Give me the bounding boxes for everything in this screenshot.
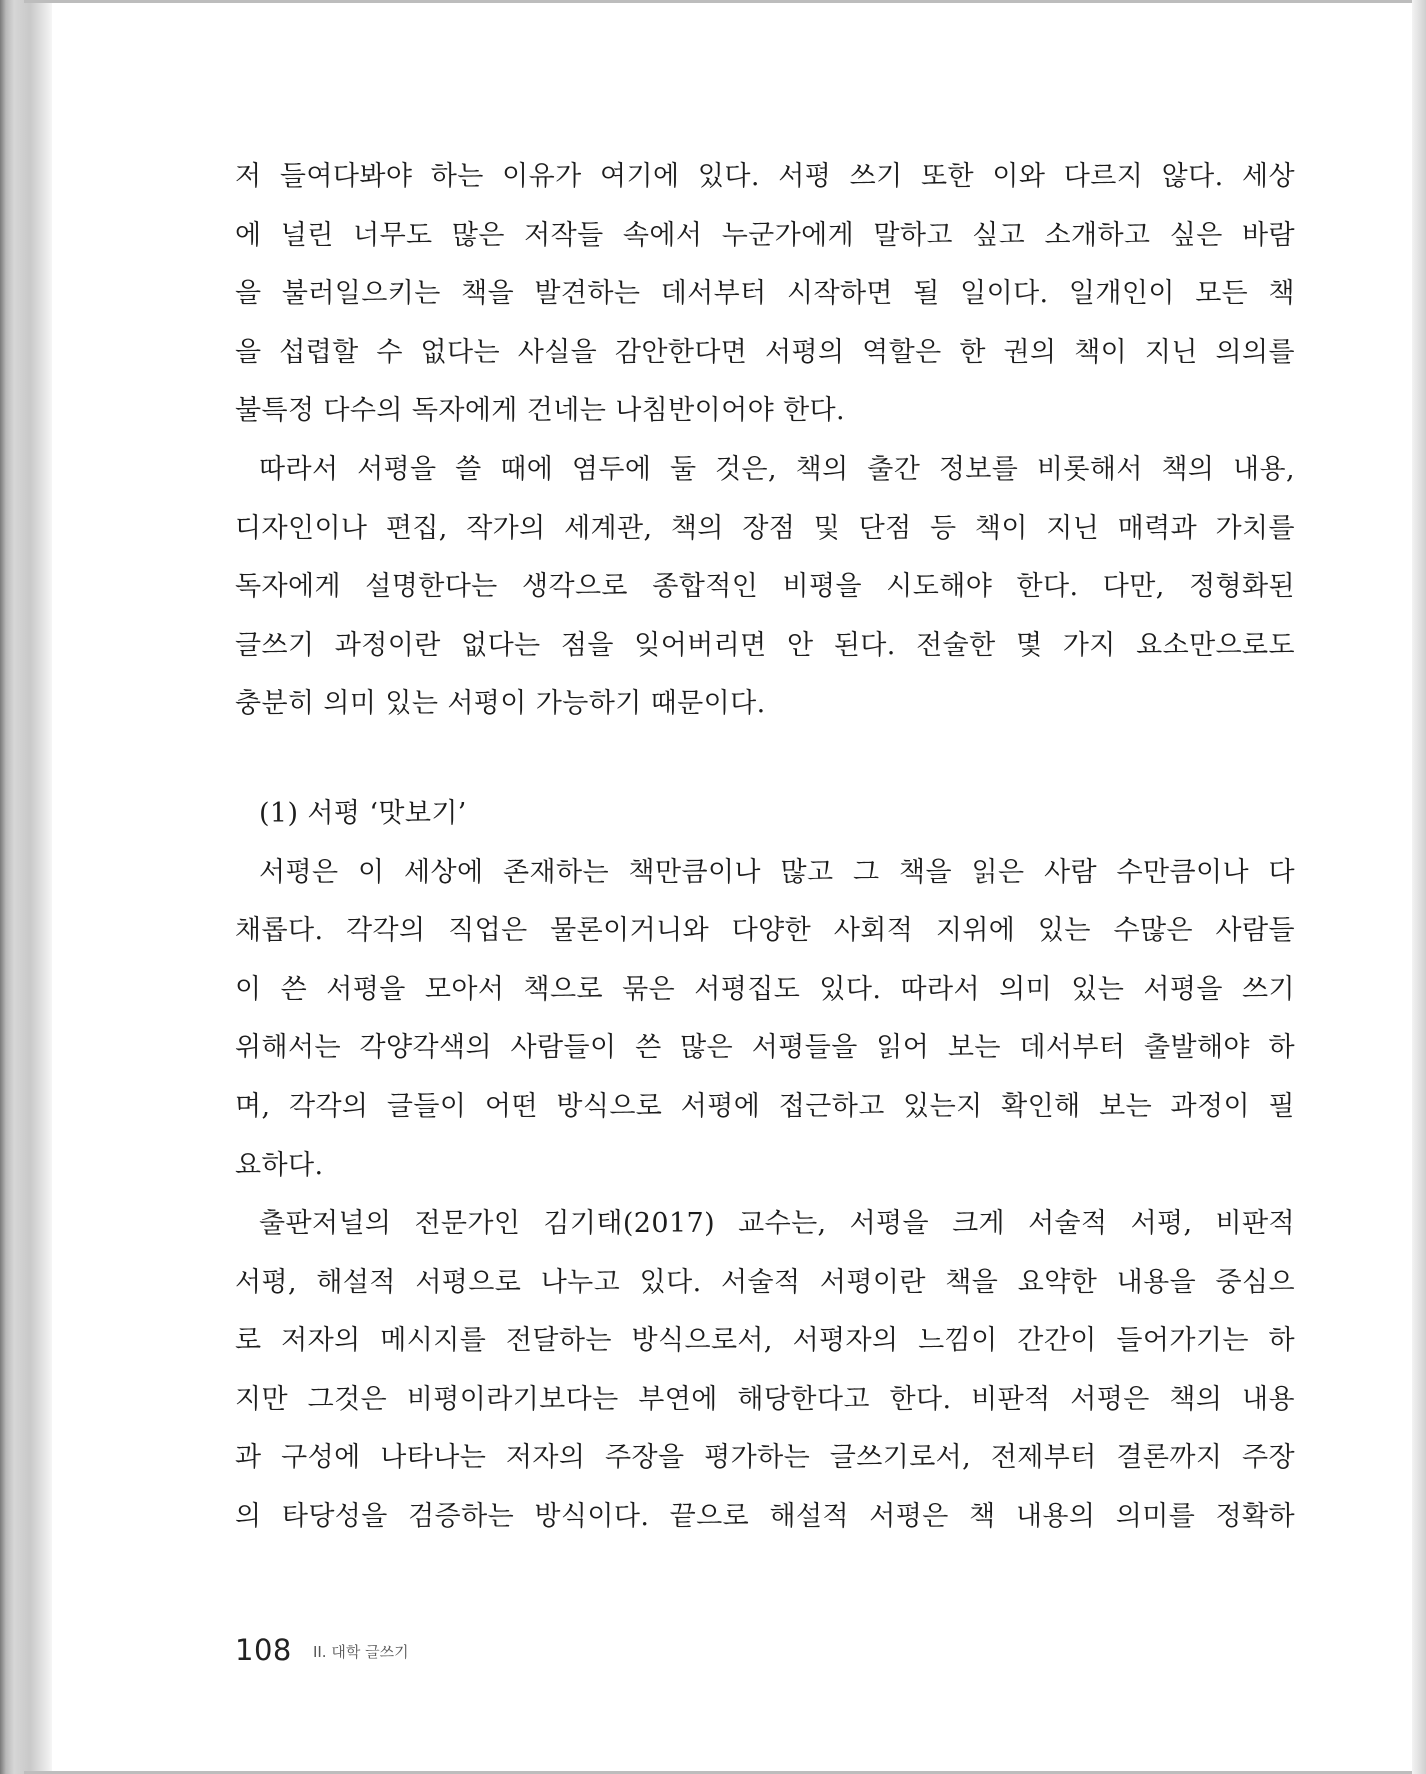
text-line: 로 저자의 메시지를 전달하는 방식으로서, 서평자의 느낌이 간간이 들어가기는 하: [235, 1325, 1295, 1357]
text-line: 서평, 해설적 서평으로 나누고 있다. 서술적 서평이란 책을 요약한 내용을 중심으: [235, 1266, 1295, 1298]
body-text: [235, 148, 1295, 1547]
text-line: 을 불러일으키는 책을 발견하는 데서부터 시작하면 될 일이다. 일개인이 모든 책: [235, 278, 1295, 310]
page: [52, 3, 1412, 1771]
page-number: 108: [235, 1633, 292, 1667]
paragraph-4: [235, 1195, 1295, 1547]
paragraph-1: [235, 148, 1295, 441]
text-line: 지만 그것은 비평이라기보다는 부연에 해당한다고 한다. 비판적 서평은 책의 내용: [235, 1383, 1295, 1415]
page-footer: [235, 1633, 409, 1667]
text-line: 요하다.: [235, 1149, 324, 1181]
text-line: 서평은 이 세상에 존재하는 책만큼이나 많고 그 책을 읽은 사람 수만큼이나 다: [259, 856, 1295, 888]
text-line: 과 구성에 나타나는 저자의 주장을 평가하는 글쓰기로서, 전제부터 결론까지 주장: [235, 1442, 1295, 1474]
text-line: 며, 각각의 글들이 어떤 방식으로 서평에 접근하고 있는지 확인해 보는 과정이 필: [235, 1090, 1295, 1122]
text-line: 디자인이나 편집, 작가의 세계관, 책의 장점 및 단점 등 책이 지닌 매력과 가치를: [235, 512, 1295, 544]
paragraph-3: [235, 844, 1295, 1196]
running-head: II. 대학 글쓰기: [312, 1643, 409, 1661]
text-line: 글쓰기 과정이란 없다는 점을 잊어버리면 안 된다. 전술한 몇 가지 요소만으로도: [235, 629, 1295, 661]
text-line: 의 타당성을 검증하는 방식이다. 끝으로 해설적 서평은 책 내용의 의미를 정확하: [235, 1501, 1295, 1533]
text-line: 출판저널의 전문가인 김기태(2017) 교수는, 서평을 크게 서술적 서평, 비판적: [259, 1208, 1295, 1240]
text-line: 따라서 서평을 쓸 때에 염두에 둘 것은, 책의 출간 정보를 비롯해서 책의 내용,: [259, 453, 1295, 485]
text-line: 채롭다. 각각의 직업은 물론이거니와 다양한 사회적 지위에 있는 수많은 사람들: [235, 915, 1295, 947]
page-edge-right: [1412, 0, 1426, 1774]
section-gap: [235, 734, 1295, 785]
section-heading: (1) 서평 ‘맛보기’: [259, 797, 467, 829]
paragraph-2: [235, 441, 1295, 734]
text-line: 이 쓴 서평을 모아서 책으로 묶은 서평집도 있다. 따라서 의미 있는 서평을 쓰기: [235, 973, 1295, 1005]
text-line: 독자에게 설명한다는 생각으로 종합적인 비평을 시도해야 한다. 다만, 정형화된: [235, 571, 1295, 603]
text-line: 저 들여다봐야 하는 이유가 여기에 있다. 서평 쓰기 또한 이와 다르지 않다. 세상: [235, 161, 1295, 192]
text-line: 을 섭렵할 수 없다는 사실을 감안한다면 서평의 역할은 한 권의 책이 지닌 의의를: [235, 336, 1295, 368]
book-spine-edge: [0, 0, 52, 1774]
text-line: 위해서는 각양각색의 사람들이 쓴 많은 서평들을 읽어 보는 데서부터 출발해야 하: [235, 1032, 1295, 1064]
text-line: 불특정 다수의 독자에게 건네는 나침반이어야 한다.: [235, 395, 846, 427]
text-line: 에 널린 너무도 많은 저작들 속에서 누군가에게 말하고 싶고 소개하고 싶은 바람: [235, 219, 1295, 251]
text-line: 충분히 의미 있는 서평이 가능하기 때문이다.: [235, 688, 766, 720]
